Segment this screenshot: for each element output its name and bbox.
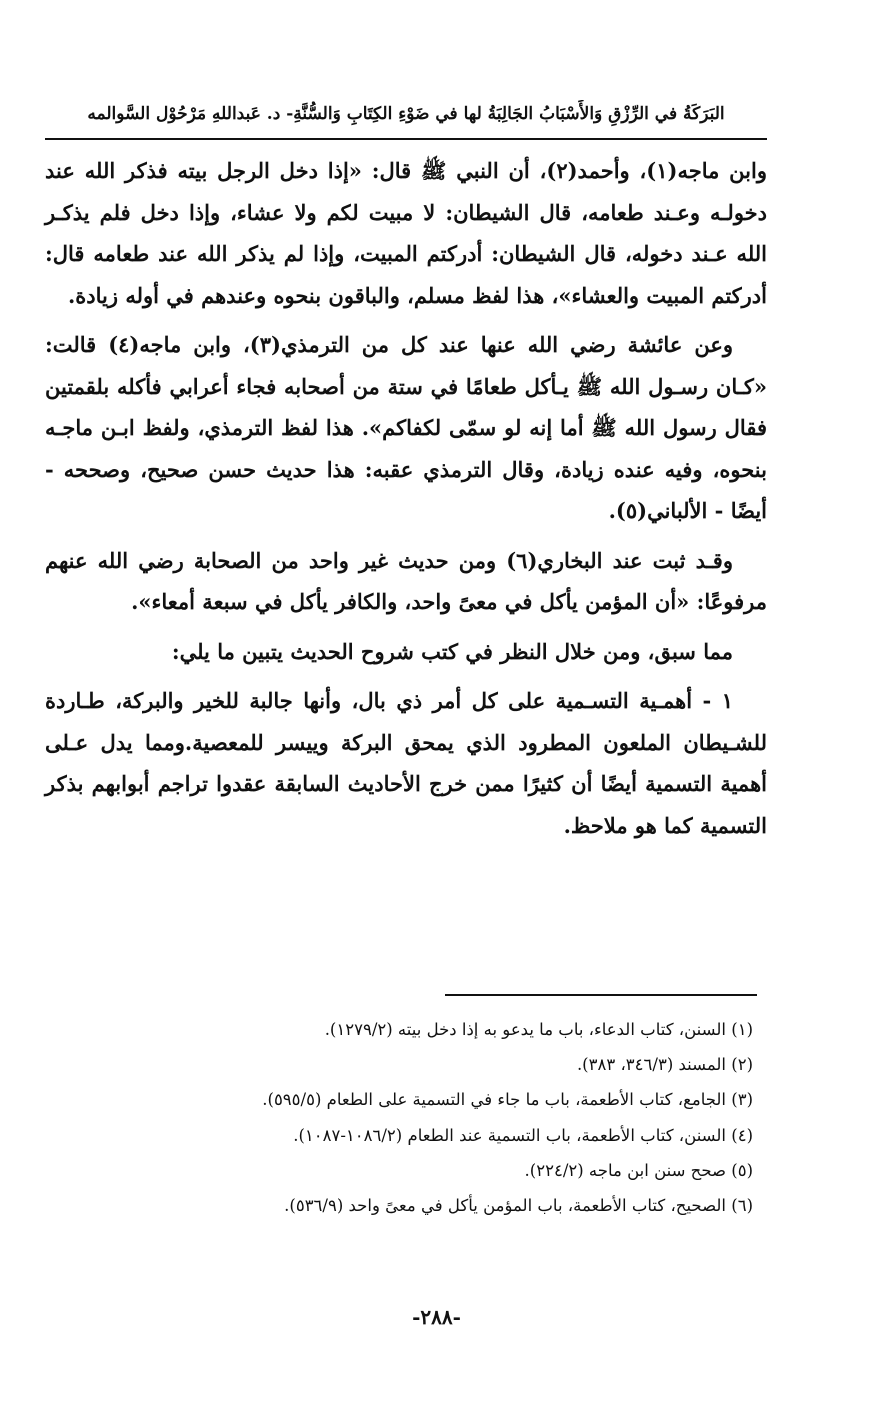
footnotes [45,1012,767,1223]
header-divider [45,138,767,140]
paragraph: ١ - أهمـية التسـمية على كل أمر ذي بال، وأنها جالبة للخير والبركة، طـاردة للشـيطان الملعون المطرود الذي يمحق البركة وييسر للمعصية.ومما يدل عـلى أهمية التسمية أيضًا أن كثيرًا ممن خرج الأحاديث السابقة عقدوا تراجم أبوابهم بذكر التسمية كما هو ملاحظ. [45,688,767,838]
paragraph: مما سبق، ومن خلال النظر في كتب شروح الحديث يتبين ما يلي: [171,638,733,664]
footnote: (٢) المسند (٣٤٦/٣، ٣٨٣). [576,1055,753,1075]
footnote: (٦) الصحيح، كتاب الأطعمة، باب المؤمن يأكل في معىً واحد (٥٣٦/٩). [284,1196,753,1216]
main-text [45,150,767,854]
page-number: -٢٨٨- [412,1305,461,1329]
footnote: (٣) الجامع، كتاب الأطعمة، باب ما جاء في التسمية على الطعام (٥٩٥/٥). [262,1090,753,1110]
paragraph: وعن عائشة رضي الله عنها عند كل من الترمذي(٣)، وابن ماجه(٤) قالت: «كـان رسـول الله ﷺ يـأكل طعامًا في ستة من أصحابه فجاء أعرابي فأكله بلقمتين فقال رسول الله ﷺ أما إنه لو سمّى لكفاكم». هذا لفظ الترمذي، ولفظ ابـن ماجـه بنحوه، وفيه عنده زيادة، وقال الترمذي عقبه: هذا حديث حسن صحيح، وصححه - أيضًا - الألباني(٥). [45,332,767,523]
footnote-divider [445,994,757,996]
paragraph: وقـد ثبت عند البخاري(٦) ومن حديث غير واحد من الصحابة رضي الله عنهم مرفوعًا: «أن المؤمن يأكل في معىً واحد، والكافر يأكل في سبعة أمعاء». [45,547,767,614]
paragraph: وابن ماجه(١)، وأحمد(٢)، أن النبي ﷺ قال: «إذا دخل الرجل بيته فذكر الله عند دخولـه وعـند طعامه، قال الشيطان: لا مبيت لكم ولا عشاء، وإذا دخل فلم يذكـر الله عـند دخوله، قال الشيطان: أدركتم المبيت، وإذا لم يذكر الله عند طعامه قال: أدركتم المبيت والعشاء»، هذا لفظ مسلم، والباقون بنحوه وعندهم في أوله زيادة. [45,158,768,308]
running-header: البَرَكَةُ في الرِّزْقِ وَالأَسْبَابُ الجَالِبَةُ لها في ضَوْءِ الكِتَابِ وَالسُّنَّةِ- د. عَبداللهِ مَرْحُوْل السَّوالمه [87,104,725,124]
footnote: (٥) صحح سنن ابن ماجه (٢٢٤/٢). [524,1160,753,1180]
footnote: (٤) السنن، كتاب الأطعمة، باب التسمية عند الطعام (١٠٨٦/٢-١٠٨٧). [293,1125,753,1145]
footnote: (١) السنن، كتاب الدعاء، باب ما يدعو به إذا دخل بيته (١٢٧٩/٢). [324,1020,753,1039]
